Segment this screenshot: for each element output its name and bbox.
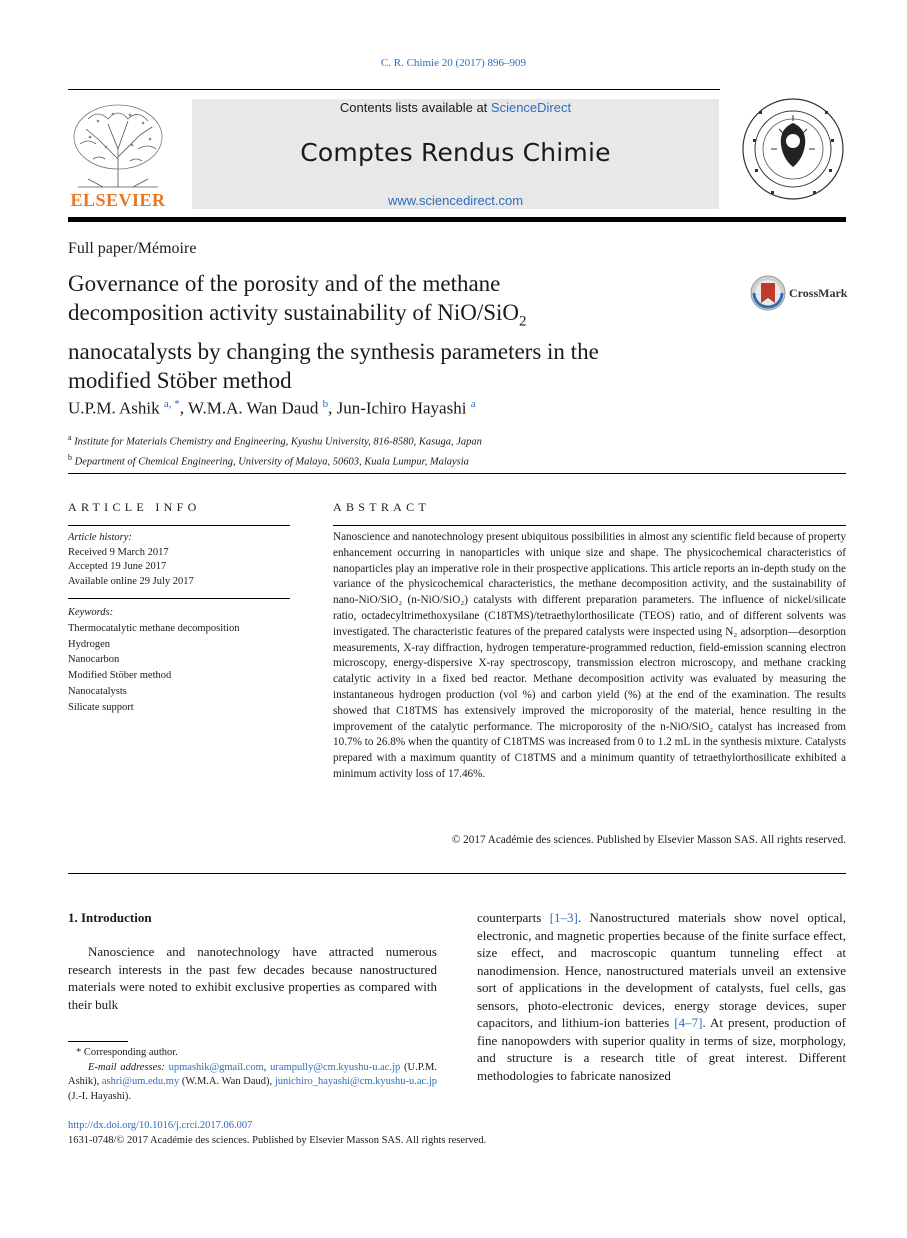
email-link[interactable]: junichiro_hayashi@cm.kyushu-u.ac.jp	[274, 1076, 437, 1087]
title-line-4: modified Stöber method	[68, 367, 292, 393]
crossmark-button[interactable]	[749, 274, 849, 312]
body-text: counterparts	[477, 910, 550, 925]
keyword-item: Hydrogen	[68, 638, 110, 650]
title-subscript: 2	[519, 313, 527, 330]
divider	[333, 525, 846, 526]
history-accepted: Accepted 19 June 2017	[68, 561, 167, 572]
article-title	[68, 269, 718, 395]
author-affiliation-link[interactable]: a, *	[163, 398, 180, 410]
affiliations	[68, 430, 482, 469]
body-text: . At present, production of fine nanopowders with superior quality in terms of size, morphology, and structure is a research title of great interest. Different methodologies to fabricate nanosized	[477, 1015, 846, 1083]
email-link[interactable]: upmashik@gmail.com	[168, 1061, 264, 1073]
section-heading-introduction: 1. Introduction	[68, 910, 152, 925]
affiliation-text: Institute for Materials Chemistry and Engineering, Kyushu University, 816-8580, Kasuga, Japan	[74, 436, 482, 448]
author-affiliation-link[interactable]: a	[470, 398, 476, 410]
email-link[interactable]: urampully@cm.kyushu-u.ac.jp	[270, 1061, 401, 1073]
header-bottom-rule	[68, 217, 846, 222]
crossmark-icon	[749, 274, 787, 312]
author-name: U.P.M. Ashik	[68, 398, 160, 418]
keyword-item: Modified Stöber method	[68, 670, 172, 682]
keywords-label: Keywords:	[68, 607, 114, 618]
affiliation-item	[68, 450, 482, 470]
elsevier-wordmark: ELSEVIER	[70, 190, 166, 210]
journal-name: Comptes Rendus Chimie	[300, 138, 611, 167]
issn-copyright: 1631-0748/© 2017 Académie des sciences. Published by Elsevier Masson SAS. All rights reserved.	[68, 1135, 487, 1146]
abstract-copyright: © 2017 Académie des sciences. Published by Elsevier Masson SAS. All rights reserved.	[451, 834, 846, 846]
title-line-2: decomposition activity sustainability of NiO/SiO	[68, 300, 520, 325]
email-label: E-mail addresses:	[88, 1061, 169, 1073]
email-addresses	[68, 1061, 437, 1105]
keyword-item: Silicate support	[68, 701, 134, 713]
keyword-item: Thermocatalytic methane decomposition	[68, 622, 240, 634]
journal-reference-link[interactable]: C. R. Chimie 20 (2017) 896–909	[380, 57, 527, 69]
author-affiliation-link[interactable]: b	[322, 398, 329, 410]
author-list	[68, 398, 476, 419]
keyword-item: Nanocatalysts	[68, 685, 127, 697]
footnote-rule	[68, 1041, 128, 1042]
author-name: Jun-Ichiro Hayashi	[336, 398, 467, 418]
footnotes	[68, 1046, 437, 1104]
abstract-text: Nanoscience and nanotechnology present ubiquitous possibilities in almost any scientific field because of property enhancement occurring in nanoparticles with unique size and shape. The physicochemical characteristics of nanoparticles play an imperative role in their prospective applications. This article reports an in-depth study on the variance of the physicochemical characteristics, the methane decomposition activity, and the sustainability of nano-NiO/SiO₂ (n-NiO/SiO₂) catalysts with different preparation parameters. The influence of nickel/silicate ratio, octadecyltrimethoxysilane (C18TMS)/tetraethylorthosilicate (TEOS) ratio, and of different solvents was investigated. The characteristic features of the prepared catalysts were inspected using N₂ adsorption—desorption measurements, X-ray diffraction, hydrogen temperature-programmed reduction, field-emission scanning electron microscopy, energy-dispersive X-ray spectroscopy, transmission electron microscopy, and methane cracking catalytic activity in a fixed bed reactor. Methane decomposition activity was evaluated by measuring the instantaneous hydrogen production (vol %) and carbon yield (%) at the end of the examination. The results showed that C18TMS has extensively improved the microporosity of the material, hence resulting in the improvement of the catalytic performance. The microporosity of the n-NiO/SiO₂ catalyst has increased from 10.7% to 26.8% when the quantity of C18TMS was increased from 0 to 1.2 mL in the synthesis mixture. Catalysts prepared with a maximum quantity of C18TMS and a minimum quantity of tetraethylorthosilicate exhibited a minimum activity loss of 17.46%.	[333, 531, 846, 780]
affiliation-mark: a	[68, 433, 72, 442]
email-link[interactable]: ashri@um.edu.my	[101, 1076, 180, 1087]
email-separator: ,	[263, 1061, 271, 1073]
divider	[68, 525, 290, 526]
divider	[68, 873, 846, 874]
history-received: Received 9 March 2017	[68, 546, 169, 558]
contents-availability	[192, 100, 719, 115]
author-name: W.M.A. Wan Daud	[187, 398, 319, 418]
author-separator: ,	[179, 398, 188, 418]
title-line-1: Governance of the porosity and of the methane	[68, 271, 501, 296]
history-label: Article history:	[68, 532, 132, 543]
crossmark-label: CrossMark	[789, 286, 848, 300]
article-info-heading: ARTICLE INFO	[68, 500, 201, 514]
email-owner: (W.M.A. Wan Daud),	[179, 1076, 275, 1087]
citation-link[interactable]: [4–7]	[674, 1015, 703, 1030]
citation-link[interactable]: [1–3]	[549, 910, 578, 925]
email-owner: (J.-I. Hayashi).	[68, 1090, 131, 1102]
author-separator: ,	[328, 398, 337, 418]
body-column-left	[68, 943, 437, 1013]
contents-prefix: Contents lists available at	[339, 100, 491, 115]
divider	[68, 473, 846, 474]
history-online: Available online 29 July 2017	[68, 575, 194, 587]
corresponding-author-note: * Corresponding author.	[76, 1047, 178, 1058]
keywords	[68, 605, 239, 716]
journal-url-link[interactable]: www.sciencedirect.com	[387, 193, 524, 208]
affiliation-text: Department of Chemical Engineering, University of Malaya, 50603, Kuala Lumpur, Malaysia	[74, 456, 469, 467]
email-owner: (U.P.M. Ashik),	[68, 1061, 437, 1087]
affiliation-mark: b	[68, 452, 72, 462]
academie-des-sciences-seal-icon	[741, 89, 846, 209]
body-text: . Nanostructured materials show novel optical, electronic, and magnetic properties because of the finite surface effect, size effect, and macroscopic quantum tunneling effect at nanodimension. Hence, nanostructured materials unveil an extensive sort of applications in the development of catalysts, fuel cells, gas sensors, photo-electronic devices, energy storage devices, super capacitors, and lithium-ion batteries	[477, 910, 846, 1030]
doi-link[interactable]: http://dx.doi.org/10.1016/j.crci.2017.06.007	[68, 1120, 253, 1131]
affiliation-item	[68, 430, 482, 450]
sciencedirect-link[interactable]: ScienceDirect	[490, 100, 572, 115]
divider	[68, 598, 290, 599]
abstract-heading: ABSTRACT	[333, 500, 431, 514]
article-section-type: Full paper/Mémoire	[68, 240, 197, 257]
title-line-3: nanocatalysts by changing the synthesis parameters in the	[68, 338, 599, 364]
keyword-item: Nanocarbon	[68, 654, 120, 666]
intro-paragraph: Nanoscience and nanotechnology have attracted numerous research interests in the past few decades because nanostructured materials were noted to exhibit exclusive properties as compared with their bulk	[68, 944, 437, 1012]
article-history	[68, 531, 194, 589]
header-top-rule	[68, 89, 720, 90]
body-column-right	[477, 909, 846, 1084]
